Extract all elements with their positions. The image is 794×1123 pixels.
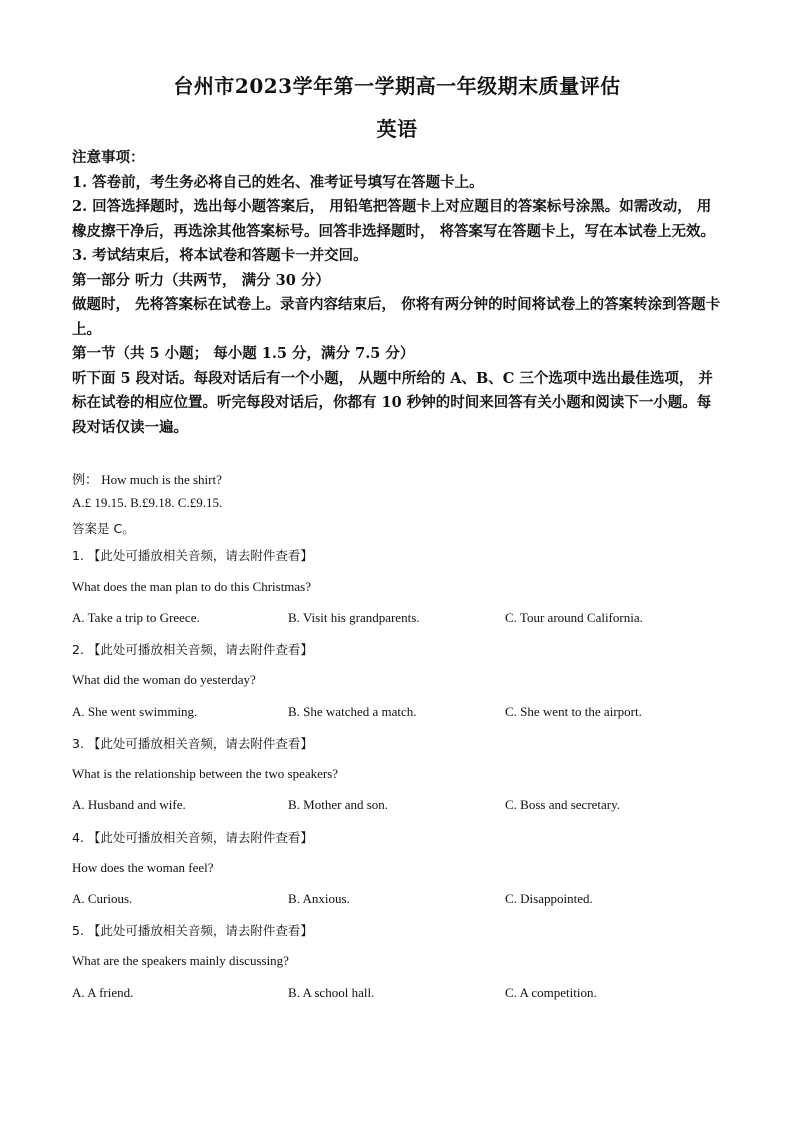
q5-option-b: B. A school hall. bbox=[288, 985, 375, 1000]
audio-placeholder-1: 1. 【此处可播放相关音频，请去附件查看】 bbox=[72, 548, 313, 563]
q4-option-c: C. Disappointed. bbox=[505, 891, 593, 906]
example-options: A.£ 19.15. B.£9.18. C.£9.15. bbox=[72, 495, 223, 510]
q5-option-a: A. A friend. bbox=[72, 985, 134, 1000]
question-stem-3: What is the relationship between the two speakers? bbox=[72, 766, 339, 781]
q2-option-a: A. She went swimming. bbox=[72, 704, 198, 719]
section1-instructions: 听下面 5 段对话。每段对话后有一个小题， 从题中所给的 A、B、C 三个选项中选出最佳选项， 并标在试卷的相应位置。听完每段对话后，你都有 10 秒钟的时间来回答有关小题和阅读下一小题。每段对话仅读一遍。 bbox=[72, 369, 713, 436]
q1-option-a: A. Take a trip to Greece. bbox=[72, 610, 200, 625]
example-answer: 答案是 C。 bbox=[72, 521, 135, 536]
q5-option-c: C. A competition. bbox=[505, 985, 597, 1000]
instructions-block bbox=[72, 146, 722, 440]
q2-option-c: C. She went to the airport. bbox=[505, 704, 642, 719]
part1-instructions: 做题时， 先将答案标在试卷上。录音内容结束后， 你将有两分钟的时间将试卷上的答案转涂到答题卡上。 bbox=[72, 296, 721, 338]
q3-option-c: C. Boss and secretary. bbox=[505, 797, 621, 812]
example-question: 例： How much is the shirt? bbox=[72, 472, 222, 487]
q3-option-b: B. Mother and son. bbox=[288, 797, 389, 812]
exam-title: 台州市2023学年第一学期高一年级期末质量评估 bbox=[173, 74, 621, 98]
audio-placeholder-3: 3. 【此处可播放相关音频，请去附件查看】 bbox=[72, 736, 313, 751]
note-item-2: 2. 回答选择题时，选出每小题答案后， 用铅笔把答题卡上对应题目的答案标号涂黑。如需改动， 用橡皮擦干净后，再选涂其他答案标号。回答非选择题时， 将答案写在答题卡上，写在本试卷上无效。 bbox=[72, 198, 716, 240]
q1-option-c: C. Tour around California. bbox=[505, 610, 643, 625]
q3-option-a: A. Husband and wife. bbox=[72, 797, 186, 812]
q4-option-a: A. Curious. bbox=[72, 891, 133, 906]
q1-option-b: B. Visit his grandparents. bbox=[288, 610, 420, 625]
audio-placeholder-2: 2. 【此处可播放相关音频，请去附件查看】 bbox=[72, 642, 313, 657]
audio-placeholder-4: 4. 【此处可播放相关音频，请去附件查看】 bbox=[72, 830, 313, 845]
section1-heading: 第一节（共 5 小题； 每小题 1.5 分，满分 7.5 分） bbox=[72, 345, 415, 362]
question-stem-1: What does the man plan to do this Christmas? bbox=[72, 579, 312, 594]
question-stem-5: What are the speakers mainly discussing? bbox=[72, 953, 289, 968]
question-stem-2: What did the woman do yesterday? bbox=[72, 672, 256, 687]
subject-title: 英语 bbox=[376, 117, 418, 141]
audio-placeholder-5: 5. 【此处可播放相关音频，请去附件查看】 bbox=[72, 923, 313, 938]
q2-option-b: B. She watched a match. bbox=[288, 704, 417, 719]
part1-heading: 第一部分 听力（共两节， 满分 30 分） bbox=[72, 271, 330, 289]
note-item-1: 1. 答卷前，考生务必将自己的姓名、准考证号填写在答题卡上。 bbox=[72, 173, 484, 191]
notes-heading: 注意事项： bbox=[72, 149, 145, 166]
note-item-3: 3. 考试结束后，将本试卷和答题卡一并交回。 bbox=[72, 247, 368, 264]
question-stem-4: How does the woman feel? bbox=[72, 860, 214, 875]
q4-option-b: B. Anxious. bbox=[288, 891, 350, 906]
